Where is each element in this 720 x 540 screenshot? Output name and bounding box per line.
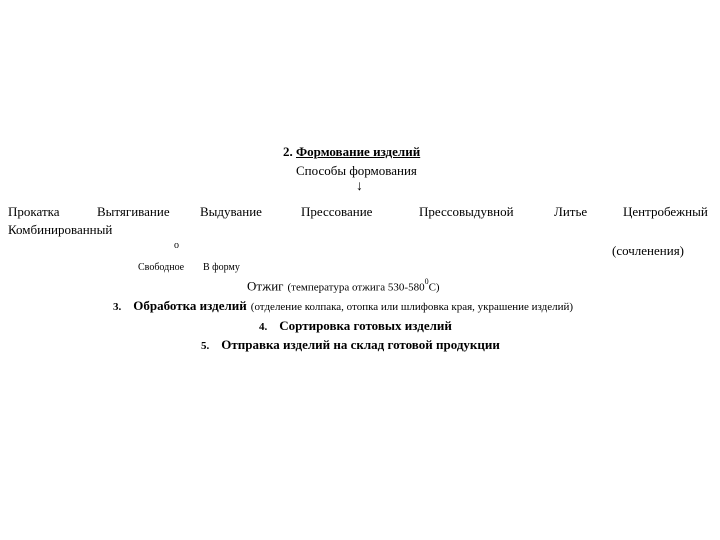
blowing-type-mold: В форму (203, 262, 240, 273)
annealing-unit: С) (428, 281, 440, 294)
section-5-title: Отправка изделий на склад готовой продукции (221, 337, 500, 352)
method-rolling: Прокатка (8, 204, 60, 219)
section-4-number: 4. (259, 321, 268, 333)
forming-methods-subtitle: Способы формования (296, 163, 417, 178)
annealing-note: (температура отжига 530-580 (287, 281, 425, 294)
section-5-line (201, 337, 500, 353)
method-casting: Литье (554, 204, 588, 219)
method-drawing: Вытягивание (97, 204, 170, 219)
annealing-degree-sup: 0 (424, 277, 429, 286)
method-press-blowing: Прессовыдувной (419, 204, 514, 219)
section-3-line (113, 298, 573, 314)
annealing-line (247, 278, 440, 294)
blowing-type-free: Свободное (138, 262, 185, 273)
method-centrifugal: Центробежный (623, 204, 708, 219)
method-pressing: Прессование (301, 204, 373, 219)
section-4-line (259, 318, 452, 334)
section-3-title: Обработка изделий (133, 298, 247, 313)
method-blowing: Выдувание (200, 204, 262, 219)
section-2-title: Формование изделий (296, 144, 421, 159)
section-5-number: 5. (201, 340, 210, 352)
section-2-number: 2. (283, 144, 293, 159)
section-2-heading (283, 145, 420, 158)
section-3-note: (отделение колпака, отопка или шлифовка края, украшение изделий) (250, 301, 574, 313)
method-combined: Комбинированный (8, 222, 113, 237)
small-mark: о (174, 240, 179, 251)
section-3-number: 3. (113, 301, 122, 313)
section-4-title: Сортировка готовых изделий (279, 318, 452, 333)
annealing-label: Отжиг (247, 278, 284, 294)
down-arrow-icon: ↓ (356, 179, 363, 194)
joint-note: (сочленения) (612, 243, 685, 258)
